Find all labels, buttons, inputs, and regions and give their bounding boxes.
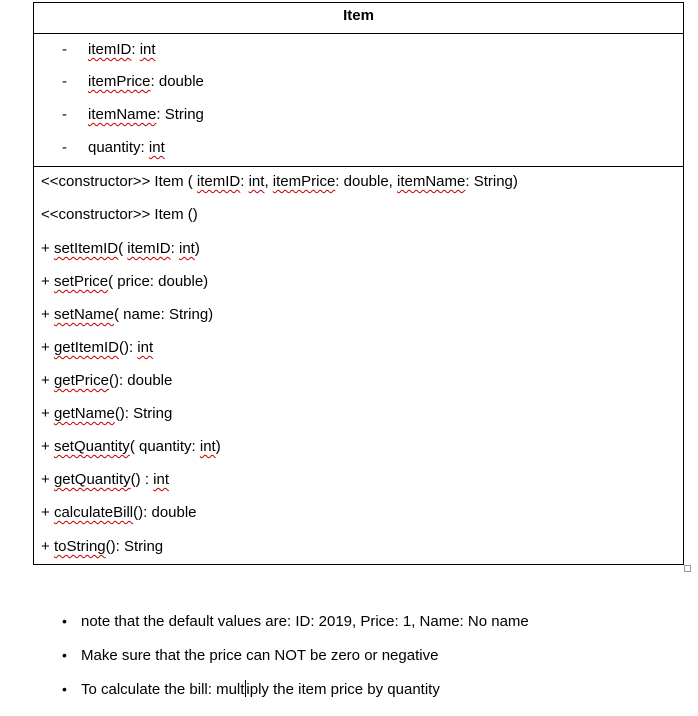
attributes-section — [34, 34, 683, 167]
attribute-type: double — [158, 73, 204, 90]
method-constructor-full: <<constructor>> Item ( itemID: int, itemPrice: double, itemName: String) — [41, 173, 518, 190]
attribute-type: int — [139, 41, 156, 58]
table-resize-handle[interactable] — [684, 565, 691, 572]
attribute-item-id: - itemID: int — [62, 41, 156, 58]
attribute-item-price: - itemPrice: double — [62, 73, 204, 90]
attribute-quantity: - quantity: int — [62, 139, 165, 156]
method-to-string: + toString(): String — [41, 538, 164, 555]
uml-class-diagram — [33, 2, 684, 565]
bullet-icon: • — [62, 681, 67, 697]
attribute-type: String — [164, 106, 204, 123]
method-set-quantity: + setQuantity( quantity: int) — [41, 438, 221, 455]
bullet-icon: • — [62, 613, 67, 629]
method-get-price: + getPrice(): double — [41, 372, 173, 389]
note-default-values: • note that the default values are: ID: 2019, Price: 1, Name: No name — [62, 610, 529, 632]
note-price-positive: • Make sure that the price can NOT be zero or negative — [62, 644, 438, 666]
note-calculate-bill: • To calculate the bill: mult iply the item price by quantity — [62, 678, 440, 700]
class-name: Item — [34, 3, 683, 34]
method-get-item-id: + getItemID(): int — [41, 339, 154, 356]
attribute-name: itemID — [88, 41, 132, 58]
bullet-icon: • — [62, 647, 67, 663]
method-set-name: + setName( name: String) — [41, 306, 214, 323]
method-calculate-bill: + calculateBill(): double — [41, 504, 197, 521]
method-set-price: + setPrice( price: double) — [41, 273, 209, 290]
method-get-quantity: + getQuantity() : int — [41, 471, 169, 488]
attribute-name: itemPrice — [88, 73, 151, 90]
attribute-name: quantity — [88, 139, 141, 156]
attribute-name: itemName — [88, 106, 157, 123]
method-set-item-id: + setItemID( itemID: int) — [41, 240, 200, 257]
method-get-name: + getName(): String — [41, 405, 173, 422]
attribute-type: int — [148, 139, 165, 156]
attribute-item-name: - itemName: String — [62, 106, 204, 123]
method-constructor-default: <<constructor>> Item () — [41, 206, 198, 223]
